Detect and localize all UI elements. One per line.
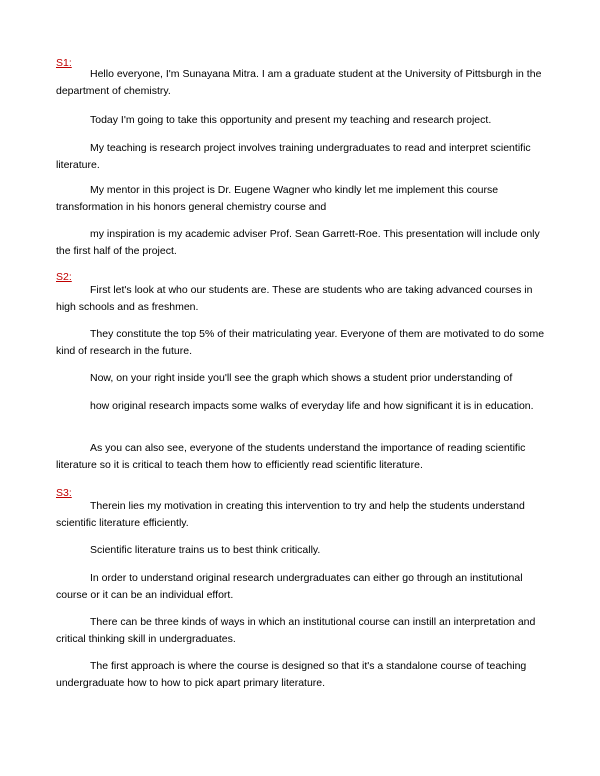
- s1-paragraph-1: Hello everyone, I'm Sunayana Mitra. I am a graduate student at the University of Pittsburgh in the department of chemistry.: [56, 68, 542, 97]
- s2-paragraph-4: how original research impacts some walks of everyday life and how significant it is in education.: [90, 400, 534, 412]
- section-label-s2: S2:: [56, 271, 72, 283]
- s3-paragraph-1: Therein lies my motivation in creating this intervention to try and help the students understand scientific literature efficiently.: [56, 500, 525, 529]
- s1-paragraph-5: my inspiration is my academic adviser Prof. Sean Garrett-Roe. This presentation will include only the first half of the project.: [56, 228, 540, 257]
- s1-paragraph-2: Today I'm going to take this opportunity and present my teaching and research project.: [90, 114, 492, 126]
- s3-paragraph-2: Scientific literature trains us to best think critically.: [90, 544, 321, 556]
- s3-paragraph-4: There can be three kinds of ways in which an institutional course can instill an interpretation and critical thinking skill in undergraduates.: [56, 616, 536, 645]
- s3-paragraph-3: In order to understand original research undergraduates can either go through an institutional course or it can be an individual effort.: [56, 572, 523, 601]
- section-label-s3: S3:: [56, 487, 72, 499]
- s1-paragraph-3: My teaching is research project involves training undergraduates to read and interpret scientific literature.: [56, 142, 531, 171]
- s1-paragraph-4: My mentor in this project is Dr. Eugene Wagner who kindly let me implement this course transformation in his honors general chemistry course and: [56, 184, 499, 213]
- s3-paragraph-5: The first approach is where the course is designed so that it's a standalone course of teaching undergraduate how to how to pick apart primary literature.: [56, 660, 527, 689]
- s2-paragraph-2: They constitute the top 5% of their matriculating year. Everyone of them are motivated to do some kind of research in the future.: [56, 328, 545, 357]
- s2-paragraph-5: As you can also see, everyone of the students understand the importance of reading scientific literature so it is critical to teach them how to efficiently read scientific literature.: [56, 442, 526, 471]
- section-label-s1: S1:: [56, 57, 72, 69]
- s2-paragraph-1: First let's look at who our students are. These are students who are taking advanced courses in high schools and as freshmen.: [56, 284, 533, 313]
- s2-paragraph-3: Now, on your right inside you'll see the graph which shows a student prior understanding of: [90, 372, 513, 384]
